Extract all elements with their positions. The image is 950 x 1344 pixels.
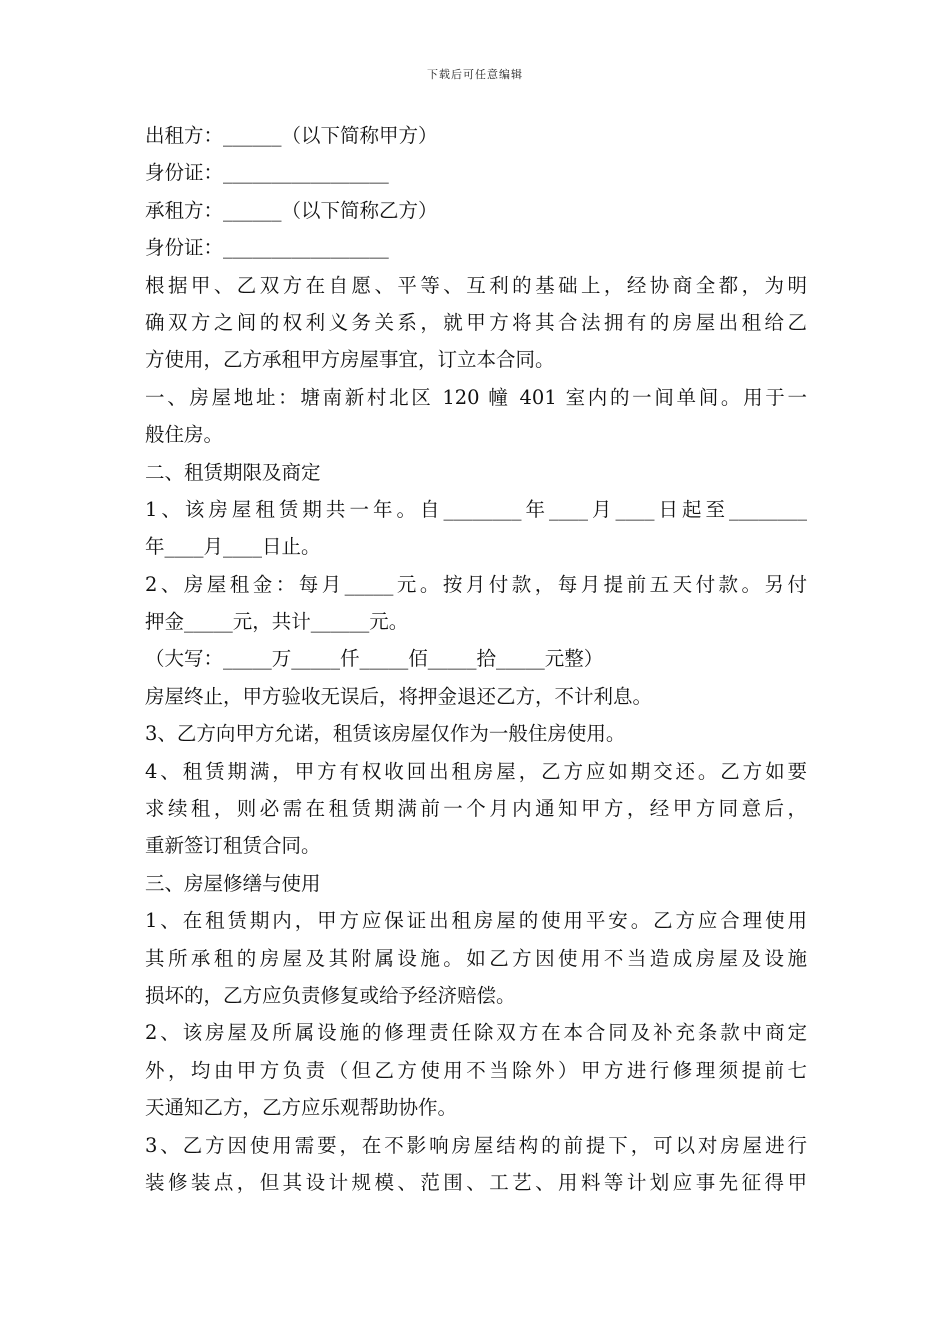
contract-line: 1、在租赁期内，甲方应保证出租房屋的使用平安。乙方应合理使用	[145, 909, 807, 933]
contract-line: 重新签订租赁合同。	[145, 834, 321, 858]
contract-line: 承租方：______（以下简称乙方）	[145, 198, 438, 222]
contract-line: 房屋终止，甲方验收无误后，将押金退还乙方，不计利息。	[145, 684, 653, 708]
contract-line: 2、该房屋及所属设施的修理责任除双方在本合同及补充条款中商定	[145, 1021, 807, 1045]
contract-line: 出租方：______（以下简称甲方）	[145, 124, 438, 147]
contract-line: （大写：_____万_____仟_____佰_____拾_____元整）	[145, 647, 604, 671]
page-header-note: 下载后可任意编辑	[427, 68, 523, 81]
contract-line: 二、租赁期限及商定	[145, 460, 321, 484]
contract-line: 4、租赁期满，甲方有权收回出租房屋，乙方应如期交还。乙方如要	[145, 759, 807, 783]
contract-line: 3、乙方因使用需要，在不影响房屋结构的前提下，可以对房屋进行	[145, 1133, 807, 1157]
contract-line: 损坏的，乙方应负责修复或给予经济赔偿。	[145, 983, 516, 1007]
contract-line: 般住房。	[145, 423, 224, 447]
contract-line: 装修装点，但其设计规模、范围、工艺、用料等计划应事先征得甲	[145, 1170, 807, 1194]
contract-line: 确双方之间的权利义务关系，就甲方将其合法拥有的房屋出租给乙	[145, 310, 807, 334]
contract-line: 身份证：_________________	[145, 236, 389, 260]
contract-line: 外，均由甲方负责（但乙方使用不当除外）甲方进行修理须提前七	[145, 1058, 807, 1082]
contract-line: 身份证：_________________	[145, 161, 389, 185]
contract-line: 押金_____元，共计______元。	[145, 610, 409, 634]
contract-line: 3、乙方向甲方允诺，租赁该房屋仅作为一般住房使用。	[145, 722, 626, 746]
contract-line: 2、房屋租金：每月_____元。按月付款，每月提前五天付款。另付	[145, 572, 807, 596]
contract-line: 一、房屋地址：塘南新村北区 120 幢 401 室内的一间单间。用于一	[145, 385, 807, 409]
contract-line: 方使用，乙方承租甲方房屋事宜，订立本合同。	[145, 348, 555, 372]
contract-line: 求续租，则必需在租赁期满前一个月内通知甲方，经甲方同意后，	[145, 797, 807, 821]
contract-line: 其所承租的房屋及其附属设施。如乙方因使用不当造成房屋及设施	[145, 946, 807, 970]
contract-line: 根据甲、乙双方在自愿、平等、互利的基础上，经协商全都，为明	[145, 273, 807, 297]
contract-line: 1、该房屋租赁期共一年。自________年____月____日起至________	[145, 497, 807, 521]
contract-line: 天通知乙方，乙方应乐观帮助协作。	[145, 1096, 458, 1120]
contract-body	[145, 117, 807, 1201]
contract-line: 三、房屋修缮与使用	[145, 871, 321, 895]
contract-line: 年____月____日止。	[145, 535, 321, 559]
